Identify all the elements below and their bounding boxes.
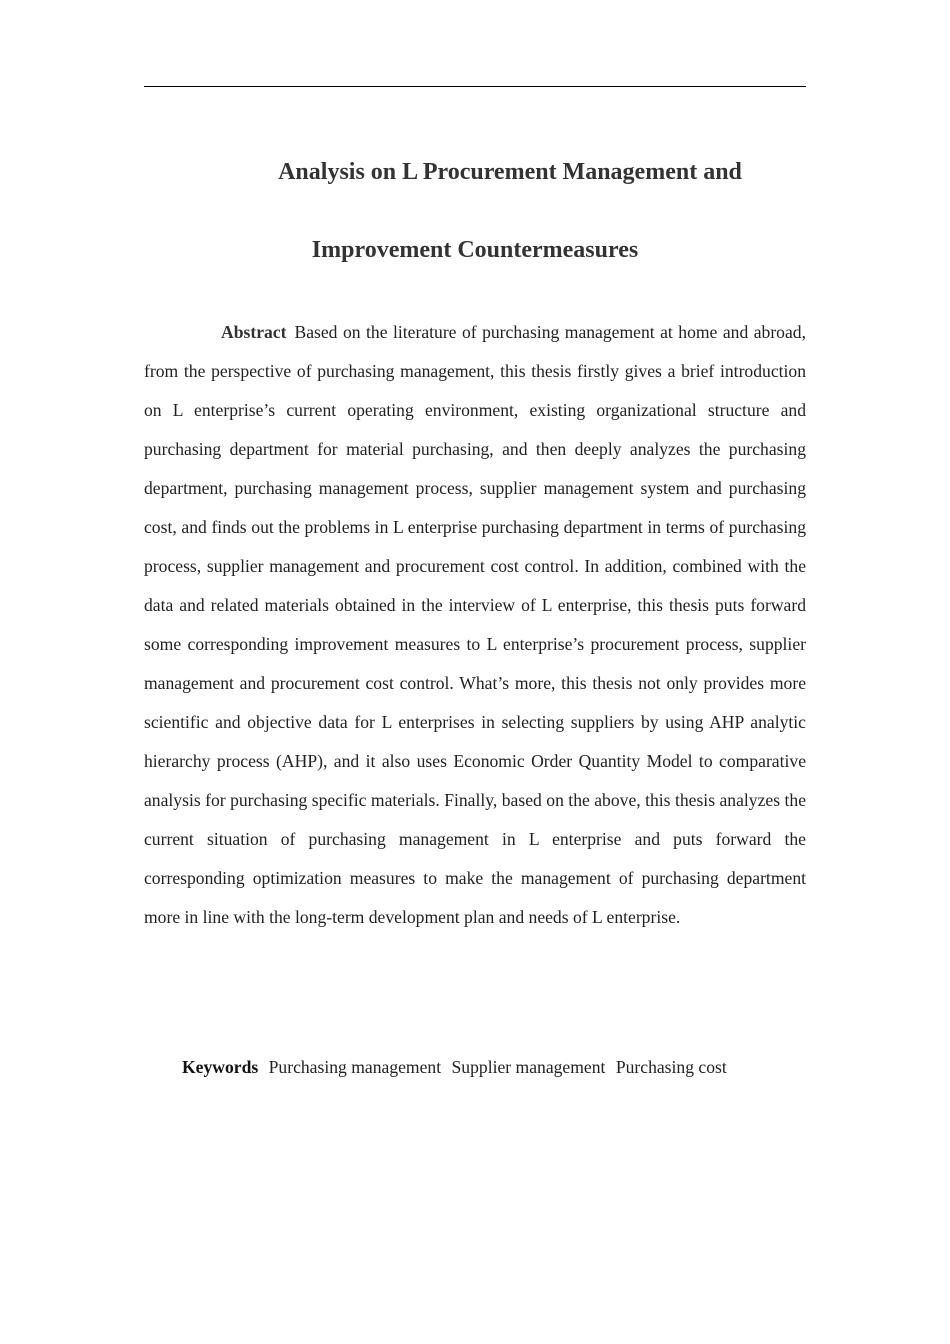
keywords-line <box>182 1052 727 1082</box>
keywords-label: Keywords <box>182 1057 259 1077</box>
keyword-item: Purchasing management <box>268 1057 442 1077</box>
keyword-item: Supplier management <box>451 1057 606 1077</box>
abstract-label: Abstract <box>221 322 287 342</box>
header-rule <box>144 86 806 87</box>
page-title-line-2: Improvement Countermeasures <box>311 237 639 263</box>
abstract-text: Based on the literature of purchasing management at home and abroad, from the perspective of purchasing management, this thesis firstly gives a brief introduction on L enterprise’s current operating environment, existing organizational structure and purchasing department for material purchasing, and then deeply analyzes the purchasing department, purchasing management process, supplier management system and purchasing cost, and finds out the problems in L enterprise purchasing department in terms of purchasing process, supplier management and procurement cost control. In addition, combined with the data and related materials obtained in the interview of L enterprise, this thesis puts forward some corresponding improvement measures to L enterprise’s procurement process, supplier management and procurement cost control. What’s more, this thesis not only provides more scientific and objective data for L enterprises in selecting suppliers by using AHP analytic hierarchy process (AHP), and it also uses Economic Order Quantity Model to comparative analysis for purchasing specific materials. Finally, based on the above, this thesis analyzes the current situation of purchasing management in L enterprise and puts forward the corresponding optimization measures to make the management of purchasing department more in line with the long-term development plan and needs of L enterprise. <box>144 322 806 927</box>
keyword-item: Purchasing cost <box>615 1057 727 1077</box>
abstract-paragraph <box>144 313 806 937</box>
page-title-line-1: Analysis on L Procurement Management and <box>278 159 742 185</box>
